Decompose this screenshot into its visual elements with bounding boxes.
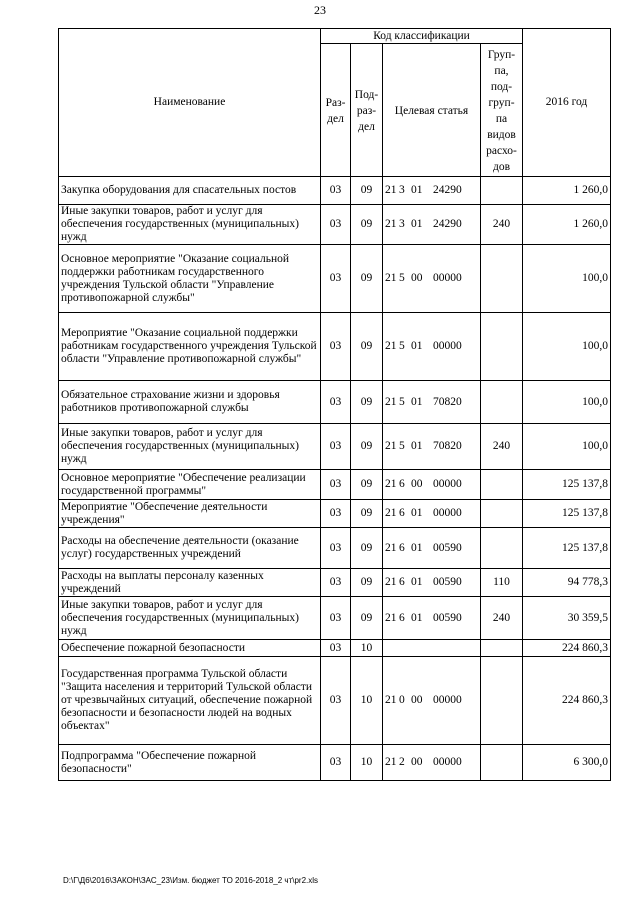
row-name: Государственная программа Тульской области "Защита населения и территорий Тульской области от чрезвычайных ситуаций, обеспечение пожарной безопасности и безопасности людей на водных объектах" [59, 657, 321, 745]
table-row [59, 640, 611, 657]
row-section: 03 [321, 640, 351, 657]
target-subprogram: 6 [399, 576, 405, 588]
target-measure: 00 [411, 756, 423, 768]
row-section: 03 [321, 657, 351, 745]
target-measure: 01 [411, 440, 423, 452]
header-subsection: Под- раз- дел [351, 44, 383, 177]
header-expense-group: Груп- па, под- груп- па видов расхо- дов [481, 44, 523, 177]
target-subprogram: 6 [399, 507, 405, 519]
target-program: 21 [385, 218, 397, 230]
row-name: Иные закупки товаров, работ и услуг для обеспечения государственных (муниципальных) нужд [59, 205, 321, 245]
target-measure: 00 [411, 694, 423, 706]
header-row [59, 29, 611, 44]
row-amount: 224 860,3 [523, 640, 611, 657]
target-program: 21 [385, 541, 397, 554]
row-subsection: 09 [351, 500, 383, 528]
header-year: 2016 год [523, 29, 611, 177]
row-expense-group [481, 528, 523, 569]
table-row [59, 205, 611, 245]
row-expense-group: 110 [481, 569, 523, 597]
target-direction: 00000 [433, 756, 462, 768]
target-measure: 00 [411, 478, 423, 490]
row-subsection: 09 [351, 205, 383, 245]
row-name: Подпрограмма "Обеспечение пожарной безопасности" [59, 745, 321, 781]
target-subprogram: 6 [399, 541, 405, 554]
row-amount: 125 137,8 [523, 528, 611, 569]
row-amount: 1 260,0 [523, 205, 611, 245]
row-name: Расходы на выплаты персоналу казенных учреждений [59, 569, 321, 597]
header-name: Наименование [59, 29, 321, 177]
table-row [59, 424, 611, 470]
table-row [59, 745, 611, 781]
row-target-article [383, 597, 481, 640]
row-target-article [383, 245, 481, 313]
row-amount: 224 860,3 [523, 657, 611, 745]
target-measure: 01 [411, 611, 423, 624]
target-subprogram: 5 [399, 440, 405, 452]
row-name: Мероприятие "Оказание социальной поддержки работникам государственного учреждения Тульской области "Управление противопожарной службы" [59, 313, 321, 381]
row-expense-group [481, 313, 523, 381]
target-program: 21 [385, 395, 397, 408]
row-expense-group: 240 [481, 205, 523, 245]
row-subsection: 09 [351, 177, 383, 205]
row-target-article [383, 177, 481, 205]
target-subprogram: 5 [399, 395, 405, 408]
row-subsection: 09 [351, 597, 383, 640]
target-program: 21 [385, 184, 397, 196]
row-name: Иные закупки товаров, работ и услуг для обеспечения государственных (муниципальных) нужд [59, 424, 321, 470]
target-direction: 00000 [433, 272, 462, 284]
file-path-footer: D:\Г\Д6\2016\ЗАКОН\ЗАС_23\Изм. бюджет ТО 2016-2018_2 чт\pr2.xls [63, 876, 319, 885]
row-target-article [383, 470, 481, 500]
row-amount: 1 260,0 [523, 177, 611, 205]
row-amount: 125 137,8 [523, 500, 611, 528]
row-section: 03 [321, 177, 351, 205]
row-section: 03 [321, 424, 351, 470]
row-section: 03 [321, 500, 351, 528]
target-direction: 70820 [433, 440, 462, 452]
target-measure: 01 [411, 340, 423, 352]
target-program: 21 [385, 694, 397, 706]
target-program: 21 [385, 507, 397, 519]
row-amount: 100,0 [523, 424, 611, 470]
row-name: Основное мероприятие "Оказание социальной поддержки работникам государственного учреждения Тульской области "Управление противопожарной службы" [59, 245, 321, 313]
target-measure: 01 [411, 218, 423, 230]
row-subsection: 09 [351, 470, 383, 500]
page-number: 23 [314, 3, 326, 17]
target-program: 21 [385, 611, 397, 624]
header-section: Раз- дел [321, 44, 351, 177]
row-subsection: 09 [351, 424, 383, 470]
target-subprogram: 5 [399, 340, 405, 352]
row-expense-group [481, 381, 523, 424]
row-subsection: 10 [351, 657, 383, 745]
target-subprogram: 3 [399, 218, 405, 230]
row-section: 03 [321, 470, 351, 500]
target-direction: 70820 [433, 395, 462, 408]
row-subsection: 09 [351, 313, 383, 381]
row-expense-group [481, 245, 523, 313]
row-expense-group [481, 177, 523, 205]
row-subsection: 10 [351, 745, 383, 781]
budget-table [58, 28, 611, 781]
row-expense-group: 240 [481, 424, 523, 470]
table-row [59, 528, 611, 569]
table-row [59, 470, 611, 500]
target-program: 21 [385, 756, 397, 768]
target-direction: 00590 [433, 541, 462, 554]
row-expense-group [481, 500, 523, 528]
target-measure: 01 [411, 395, 423, 408]
row-expense-group: 240 [481, 597, 523, 640]
target-program: 21 [385, 340, 397, 352]
target-direction: 00000 [433, 507, 462, 519]
target-direction: 00000 [433, 694, 462, 706]
target-direction: 00590 [433, 576, 462, 588]
row-section: 03 [321, 245, 351, 313]
row-name: Обеспечение пожарной безопасности [59, 640, 321, 657]
row-target-article [383, 528, 481, 569]
row-expense-group [481, 657, 523, 745]
target-subprogram: 2 [399, 756, 405, 768]
row-section: 03 [321, 597, 351, 640]
row-name: Закупка оборудования для спасательных постов [59, 177, 321, 205]
row-target-article [383, 745, 481, 781]
row-target-article [383, 657, 481, 745]
row-amount: 100,0 [523, 381, 611, 424]
target-subprogram: 6 [399, 611, 405, 624]
row-section: 03 [321, 205, 351, 245]
row-amount: 125 137,8 [523, 470, 611, 500]
row-subsection: 09 [351, 569, 383, 597]
row-name: Иные закупки товаров, работ и услуг для обеспечения государственных (муниципальных) нужд [59, 597, 321, 640]
target-direction: 00000 [433, 478, 462, 490]
target-measure: 01 [411, 507, 423, 519]
row-expense-group [481, 470, 523, 500]
table-row [59, 569, 611, 597]
target-subprogram: 0 [399, 694, 405, 706]
table-row [59, 313, 611, 381]
target-subprogram: 6 [399, 478, 405, 490]
header-target-article: Целевая статья [383, 44, 481, 177]
table-row [59, 381, 611, 424]
row-amount: 94 778,3 [523, 569, 611, 597]
row-target-article [383, 313, 481, 381]
target-measure: 01 [411, 541, 423, 554]
row-section: 03 [321, 381, 351, 424]
target-program: 21 [385, 272, 397, 284]
table-row [59, 245, 611, 313]
row-target-article [383, 424, 481, 470]
row-amount: 6 300,0 [523, 745, 611, 781]
row-section: 03 [321, 745, 351, 781]
target-subprogram: 5 [399, 272, 405, 284]
row-amount: 100,0 [523, 313, 611, 381]
target-measure: 01 [411, 576, 423, 588]
target-direction: 24290 [433, 218, 462, 230]
table-row [59, 597, 611, 640]
table-row [59, 500, 611, 528]
row-subsection: 10 [351, 640, 383, 657]
header-code-group: Код классификации [321, 29, 523, 44]
row-target-article [383, 640, 481, 657]
target-measure: 00 [411, 272, 423, 284]
row-name: Обязательное страхование жизни и здоровья работников противопожарной службы [59, 381, 321, 424]
target-subprogram: 3 [399, 184, 405, 196]
target-direction: 00590 [433, 611, 462, 624]
row-subsection: 09 [351, 245, 383, 313]
row-section: 03 [321, 569, 351, 597]
table-row [59, 657, 611, 745]
row-target-article [383, 569, 481, 597]
row-expense-group [481, 640, 523, 657]
row-name: Основное мероприятие "Обеспечение реализации государственной программы" [59, 470, 321, 500]
table-row [59, 177, 611, 205]
row-target-article [383, 381, 481, 424]
row-expense-group [481, 745, 523, 781]
target-program: 21 [385, 478, 397, 490]
target-measure: 01 [411, 184, 423, 196]
row-target-article [383, 205, 481, 245]
row-target-article [383, 500, 481, 528]
row-amount: 30 359,5 [523, 597, 611, 640]
row-name: Расходы на обеспечение деятельности (оказание услуг) государственных учреждений [59, 528, 321, 569]
target-program: 21 [385, 576, 397, 588]
row-section: 03 [321, 313, 351, 381]
row-subsection: 09 [351, 381, 383, 424]
row-subsection: 09 [351, 528, 383, 569]
target-direction: 24290 [433, 184, 462, 196]
row-amount: 100,0 [523, 245, 611, 313]
target-direction: 00000 [433, 340, 462, 352]
row-section: 03 [321, 528, 351, 569]
row-name: Мероприятие "Обеспечение деятельности учреждения" [59, 500, 321, 528]
target-program: 21 [385, 440, 397, 452]
